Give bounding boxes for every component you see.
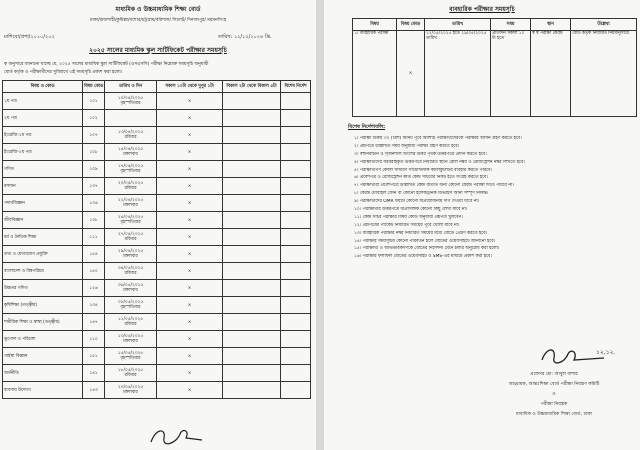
table-row	[3, 178, 311, 195]
practical-header-time: সময়	[491, 19, 531, 31]
row-day-value: রবিবার	[124, 135, 137, 140]
practical-dates: ২২/০৫/২০২৫ হতে ২৯/০৫/২০২৫ তারিখ	[425, 31, 491, 117]
row-subject: ২য় পত্র	[3, 110, 83, 127]
row-note	[281, 246, 311, 263]
row-day-value: রবিবার	[124, 237, 137, 242]
practical-header-note: উল্লেখ্য	[571, 19, 637, 31]
table-row	[3, 314, 311, 331]
row-date	[105, 246, 157, 263]
row-date	[105, 93, 157, 110]
row-code: ১৪১	[83, 365, 105, 382]
practical-header-code: বিষয় কোড	[397, 19, 425, 31]
issue-date: তারিখ: ১২/১২/২০২৪ খ্রি.	[218, 34, 272, 40]
instruction-item: ১৬। পরীক্ষার ফলাফল বোর্ডের ওয়েবসাইট ও SMS-এর মাধ্যমে প্রকাশ করা হবে।	[354, 254, 492, 260]
row-morning: ×	[157, 246, 223, 263]
table-row	[3, 246, 311, 263]
col-header-note: বিশেষ নির্দেশ	[281, 81, 311, 93]
row-note	[281, 331, 311, 348]
row-day-value: মঙ্গলবার	[123, 203, 138, 208]
table-row	[3, 161, 311, 178]
row-afternoon	[223, 110, 281, 127]
row-subject: কৃষিশিক্ষা (তত্ত্বীয়)	[3, 297, 83, 314]
row-date-value: ১৩/০৪/২০২৫	[117, 130, 144, 135]
row-afternoon	[223, 161, 281, 178]
row-code: ১৩৪	[83, 297, 105, 314]
row-code: ১৫১	[83, 348, 105, 365]
row-code: ১৩৮	[83, 212, 105, 229]
row-note	[281, 348, 311, 365]
row-date	[105, 161, 157, 178]
left-document-page	[0, 0, 316, 450]
row-afternoon	[223, 195, 281, 212]
row-note	[281, 195, 311, 212]
row-afternoon	[223, 127, 281, 144]
row-note	[281, 280, 311, 297]
board-list: ঢাকা/রাজশাহী/কুমিল্লা/যশোর/চট্টগ্রাম/বরিশাল/ সিলেট/ দিনাজপুর/ ময়মনসিংহ	[89, 18, 227, 23]
row-date-value: ১১/০৫/২০২৫	[117, 317, 144, 322]
row-date	[105, 178, 157, 195]
table-row	[3, 144, 311, 161]
signature-date: ১২.১২.	[596, 349, 616, 356]
row-morning: ×	[157, 195, 223, 212]
row-subject: ১ম পত্র	[3, 93, 83, 110]
row-date	[105, 212, 157, 229]
row-afternoon	[223, 297, 281, 314]
signer-role-2: ও	[552, 392, 556, 397]
row-day-value: বৃহস্পতিবার	[120, 220, 141, 225]
col-header-subject: বিষয় ও কোড	[3, 81, 83, 93]
row-date-value: ২০/০৪/২০২৫	[117, 181, 144, 186]
table-row	[3, 229, 311, 246]
instruction-item: ২। প্রশ্নপত্রে উল্লিখিত সময় অনুযায়ী পরীক্ষা গ্রহণ করতে হবে।	[354, 143, 460, 149]
instruction-item: ১৫। পরীক্ষার্থী ও অভিভাবকগণকে বোর্ডের নির্দেশনা মেনে চলার অনুরোধ করা হলো।	[354, 246, 500, 252]
row-afternoon	[223, 365, 281, 382]
memo-number: মাশিবো/প্রশা/২০১০/২০২	[4, 34, 55, 40]
row-code: ১২৬	[83, 280, 105, 297]
instruction-item: ৭। পরীক্ষার্থীরা প্রবেশপত্রে উল্লিখিত কেন্দ্র ব্যতীত অন্য কোনো কেন্দ্রে পরীক্ষা দিতে পারবে না।	[354, 183, 514, 189]
row-morning: ×	[157, 127, 223, 144]
board-name: মাধ্যমিক ও উচ্চমাধ্যমিক শিক্ষা বোর্ড	[115, 6, 201, 13]
table-row	[3, 110, 311, 127]
row-subject: অর্থনীতি	[3, 365, 83, 382]
row-note	[281, 144, 311, 161]
row-date-value: ২৪/০৪/২০২৫	[117, 215, 144, 220]
row-date-value: ২০/০৫/২০২৫	[117, 385, 144, 390]
row-day-value: রবিবার	[124, 373, 137, 378]
row-morning: ×	[157, 331, 223, 348]
row-morning: ×	[157, 93, 223, 110]
instruction-item: ১৩। ব্যবহারিক পরীক্ষার নম্বর নির্ধারিত সময়ের মধ্যে বোর্ডে প্রেরণ করতে হবে।	[354, 230, 488, 236]
practical-time: প্রতিদিন সকাল ১০ টা হতে	[491, 31, 531, 117]
row-subject: উচ্চতর গণিত	[3, 280, 83, 297]
row-afternoon	[223, 331, 281, 348]
col-header-afternoon: বিকাল ২টা থেকে বিকাল ৫টা	[223, 81, 281, 93]
practical-exam-table	[352, 18, 637, 117]
table-row	[3, 212, 311, 229]
instruction-item: ৪। পরীক্ষার্থীদের সরবরাহকৃত উত্তরপত্রে নির্ধারিত স্থানে রোল নম্বর ও রেজিস্ট্রেশন নম্বর লিখতে হবে।	[354, 159, 525, 165]
instruction-item: ৮। কেন্দ্রে মোবাইল ফোন বা কোনো ইলেকট্রনিক ডিভাইস আনা সম্পূর্ণ নিষিদ্ধ।	[354, 191, 489, 197]
instruction-item: ১৪। পরীক্ষার সময়সূচির কোনো পরিবর্তন হলে বোর্ডের ওয়েবসাইটে জানানো হবে।	[354, 238, 496, 244]
practical-header-date: তারিখ	[425, 19, 491, 31]
row-morning: ×	[157, 110, 223, 127]
row-date	[105, 314, 157, 331]
signature-right	[538, 344, 608, 370]
right-document-page	[324, 0, 640, 450]
instruction-item: ১২। প্রশ্নপত্রের প্যাকেট নির্ধারিত সময়ের পূর্বে খোলা যাবে না।	[354, 222, 460, 228]
row-subject: বাংলাদেশ ও বিশ্বপরিচয়	[3, 263, 83, 280]
row-note	[281, 110, 311, 127]
practical-code: ×	[397, 31, 425, 117]
row-date	[105, 280, 157, 297]
row-afternoon	[223, 263, 281, 280]
practical-note: বোর্ড কর্তৃক নির্ধারিত নিয়মানুসারে	[571, 31, 637, 117]
practical-header-subject: বিষয়	[353, 19, 397, 31]
row-note	[281, 93, 311, 110]
row-morning: ×	[157, 297, 223, 314]
intro-line-1: ক অনুসারে জানানো যাচ্ছে যে, ২০২৫ সালের মাধ্যমিক স্কুল সার্টিফিকেট (এসএসসি) পরীক্ষা নিম্নোক্ত সময়সূচি অনুযায়ী	[4, 62, 209, 67]
instruction-item: ১০। পরীক্ষার্থীর উত্তরপত্রে অপ্রাসঙ্গিক কোনো কিছু লেখা যাবে না।	[354, 207, 468, 213]
row-code: ১১১	[83, 229, 105, 246]
row-subject: শারীরিক শিক্ষা ও স্বাস্থ্য (তত্ত্বীয়)	[3, 314, 83, 331]
row-date-value: ০৬/০৫/২০২৫	[117, 283, 144, 288]
signer-name: প্রফেসর মো: আবুল বাশার	[530, 372, 578, 377]
row-date	[105, 110, 157, 127]
row-date	[105, 263, 157, 280]
intro-line-2: বোর্ড কর্তৃক ও পরীক্ষার্থীদের সুবিধার্থে এই সময়সূচি প্রকাশ করা হলো।	[4, 70, 123, 75]
row-date	[105, 229, 157, 246]
row-afternoon	[223, 178, 281, 195]
col-header-date: তারিখ ও দিন	[105, 81, 157, 93]
row-afternoon	[223, 93, 281, 110]
instructions-list	[354, 136, 634, 262]
row-afternoon	[223, 212, 281, 229]
row-day-value: বৃহস্পতিবার	[120, 356, 141, 361]
row-date	[105, 144, 157, 161]
row-morning: ×	[157, 263, 223, 280]
row-date	[105, 297, 157, 314]
row-code: ১০৭	[83, 127, 105, 144]
row-subject: গার্হস্থ্য বিজ্ঞান	[3, 348, 83, 365]
row-afternoon	[223, 314, 281, 331]
row-code: ১৫০	[83, 263, 105, 280]
row-afternoon	[223, 246, 281, 263]
row-subject: রসায়ন	[3, 178, 83, 195]
row-code: ১৫৪	[83, 246, 105, 263]
row-code: ১৪৩	[83, 382, 105, 399]
table-row	[3, 195, 311, 212]
table-row	[3, 127, 311, 144]
row-code: ১০২	[83, 110, 105, 127]
row-note	[281, 127, 311, 144]
practical-place: স্ব স্ব পরীক্ষা কেন্দ্রে	[531, 31, 571, 117]
row-code: ১৪৭	[83, 314, 105, 331]
signer-role-1: আহ্বায়ক, আন্তঃশিক্ষা বোর্ড পরীক্ষা নিয়ন্ত্রণ কমিটি	[508, 382, 600, 387]
row-code: ১১০	[83, 331, 105, 348]
row-date	[105, 365, 157, 382]
row-subject: গণিত	[3, 161, 83, 178]
row-note	[281, 314, 311, 331]
row-date-value: ১৭/০৪/২০২৫	[117, 164, 144, 169]
row-morning: ×	[157, 280, 223, 297]
row-day-value: মঙ্গলবার	[123, 152, 138, 157]
practical-schedule-title: ব্যবহারিক পরীক্ষার সময়সূচি	[449, 6, 515, 13]
row-day-value: রবিবার	[124, 322, 137, 327]
row-date	[105, 382, 157, 399]
row-note	[281, 212, 311, 229]
table-row	[3, 263, 311, 280]
table-row	[3, 280, 311, 297]
table-row	[3, 348, 311, 365]
row-morning: ×	[157, 161, 223, 178]
instruction-item: ৩। বহুনির্বাচনি ও সৃজনশীল অংশের উত্তর পৃথক উত্তরপত্রে প্রদান করতে হবে।	[354, 151, 487, 157]
row-date-value: ১০/০৪/২০২৫	[117, 96, 144, 101]
row-day-value: মঙ্গলবার	[123, 288, 138, 293]
row-morning: ×	[157, 229, 223, 246]
row-afternoon	[223, 144, 281, 161]
row-note	[281, 263, 311, 280]
row-day-value: বৃহস্পতিবার	[120, 101, 141, 106]
row-subject: জীববিজ্ঞান	[3, 212, 83, 229]
practical-header-place: স্থান	[531, 19, 571, 31]
col-header-morning: সকাল ১০টা থেকে দুপুর ১টা	[157, 81, 223, 93]
row-morning: ×	[157, 365, 223, 382]
row-date	[105, 348, 157, 365]
row-day-value: মঙ্গলবার	[123, 339, 138, 344]
row-date	[105, 195, 157, 212]
row-date-value: ২৭/০৪/২০২৫	[117, 232, 144, 237]
row-date-value: ১৫/০৪/২০২৫	[117, 147, 144, 152]
row-day-value: রবিবার	[124, 271, 137, 276]
practical-subject: ১। ব্যবহারিক পরীক্ষা	[353, 31, 397, 117]
row-subject: ইংরেজি-১ম পত্র	[3, 127, 83, 144]
row-date-value: ০৪/০৫/২০২৫	[117, 266, 144, 271]
row-date-value: ১৮/০৫/২০২৫	[117, 368, 144, 373]
instruction-item: ১১। কেন্দ্র সচিব পরীক্ষার বিষয় কোড অনুযায়ী প্রশ্নপত্র খুলবেন।	[354, 214, 463, 220]
row-afternoon	[223, 229, 281, 246]
instruction-item: ১। পরীক্ষা শুরুর ৩০ (ত্রিশ) মিনিট পূর্বে অবশ্যই পরীক্ষার্থীদেরকে পরীক্ষার আসন গ্রহণ করতে হবে।	[354, 136, 522, 141]
row-note	[281, 382, 311, 399]
row-date-value: ২২/০৪/২০২৫	[117, 198, 144, 203]
signature-left	[146, 424, 206, 448]
row-date-value: ১৫/০৫/২০২৫	[117, 351, 144, 356]
row-subject: ধর্ম ও নৈতিক শিক্ষা	[3, 229, 83, 246]
row-date	[105, 331, 157, 348]
instruction-item: ৯। পরীক্ষার্থীদের OMR ফরমে কোনো অপ্রয়োজনীয় দাগ দেওয়া যাবে না।	[354, 199, 480, 205]
row-day-value: রবিবার	[124, 186, 137, 191]
row-subject: তথ্য ও যোগাযোগ প্রযুক্তি	[3, 246, 83, 263]
table-row	[3, 331, 311, 348]
row-morning: ×	[157, 178, 223, 195]
row-day-value: মঙ্গলবার	[123, 390, 138, 395]
row-code: ১০৯	[83, 161, 105, 178]
row-note	[281, 178, 311, 195]
row-code: ১৩৬	[83, 195, 105, 212]
row-date-value: ০৮/০৫/২০২৫	[117, 300, 144, 305]
signer-role-3: পরীক্ষা নিয়ন্ত্রক	[540, 402, 568, 407]
row-afternoon	[223, 348, 281, 365]
instructions-title: বিশেষ নির্দেশাবলি:	[348, 124, 386, 130]
row-note	[281, 229, 311, 246]
row-code: ১৩৭	[83, 178, 105, 195]
exam-schedule-table	[2, 80, 311, 399]
table-row	[3, 365, 311, 382]
row-morning: ×	[157, 382, 223, 399]
row-day-value: মঙ্গলবার	[123, 254, 138, 259]
row-note	[281, 297, 311, 314]
row-day-value: বৃহস্পতিবার	[120, 305, 141, 310]
row-morning: ×	[157, 348, 223, 365]
row-morning: ×	[157, 144, 223, 161]
document-title: ২০২৫ সালের মাধ্যমিক স্কুল সার্টিফিকেট পরীক্ষার সময়সূচি	[89, 47, 227, 54]
row-note	[281, 161, 311, 178]
row-subject: ব্যবসায় উদ্যোগ	[3, 382, 83, 399]
row-note	[281, 365, 311, 382]
row-subject: ভূগোল ও পরিবেশ	[3, 331, 83, 348]
col-header-code: বিষয় কোড	[83, 81, 105, 93]
row-code: ১০১	[83, 93, 105, 110]
table-row	[3, 382, 311, 399]
row-morning: ×	[157, 314, 223, 331]
table-row	[3, 93, 311, 110]
row-afternoon	[223, 382, 281, 399]
row-date-value: ২৯/০৪/২০২৫	[117, 249, 144, 254]
row-day-value: বৃহস্পতিবার	[120, 169, 141, 174]
row-morning: ×	[157, 212, 223, 229]
row-code: ১০৮	[83, 144, 105, 161]
instruction-item: ৬। প্রবেশপত্র ও রেজিস্ট্রেশন কার্ড কেন্দ্র সচিবের নিকট হতে সংগ্রহ করতে হবে।	[354, 175, 488, 181]
table-row	[3, 297, 311, 314]
row-subject: পদার্থবিজ্ঞান	[3, 195, 83, 212]
row-afternoon	[223, 280, 281, 297]
row-date-value: ১৩/০৫/২০২৫	[117, 334, 144, 339]
row-date	[105, 127, 157, 144]
instruction-item: ৫। পরীক্ষার্থীগণ কেবল সাধারণ সায়েন্টিফিক ক্যালকুলেটর ব্যবহার করতে পারবে।	[354, 167, 492, 173]
row-subject: ইংরেজি-২য় পত্র	[3, 144, 83, 161]
signer-office: মাধ্যমিক ও উচ্চমাধ্যমিক শিক্ষা বোর্ড, ঢাকা	[516, 412, 592, 417]
